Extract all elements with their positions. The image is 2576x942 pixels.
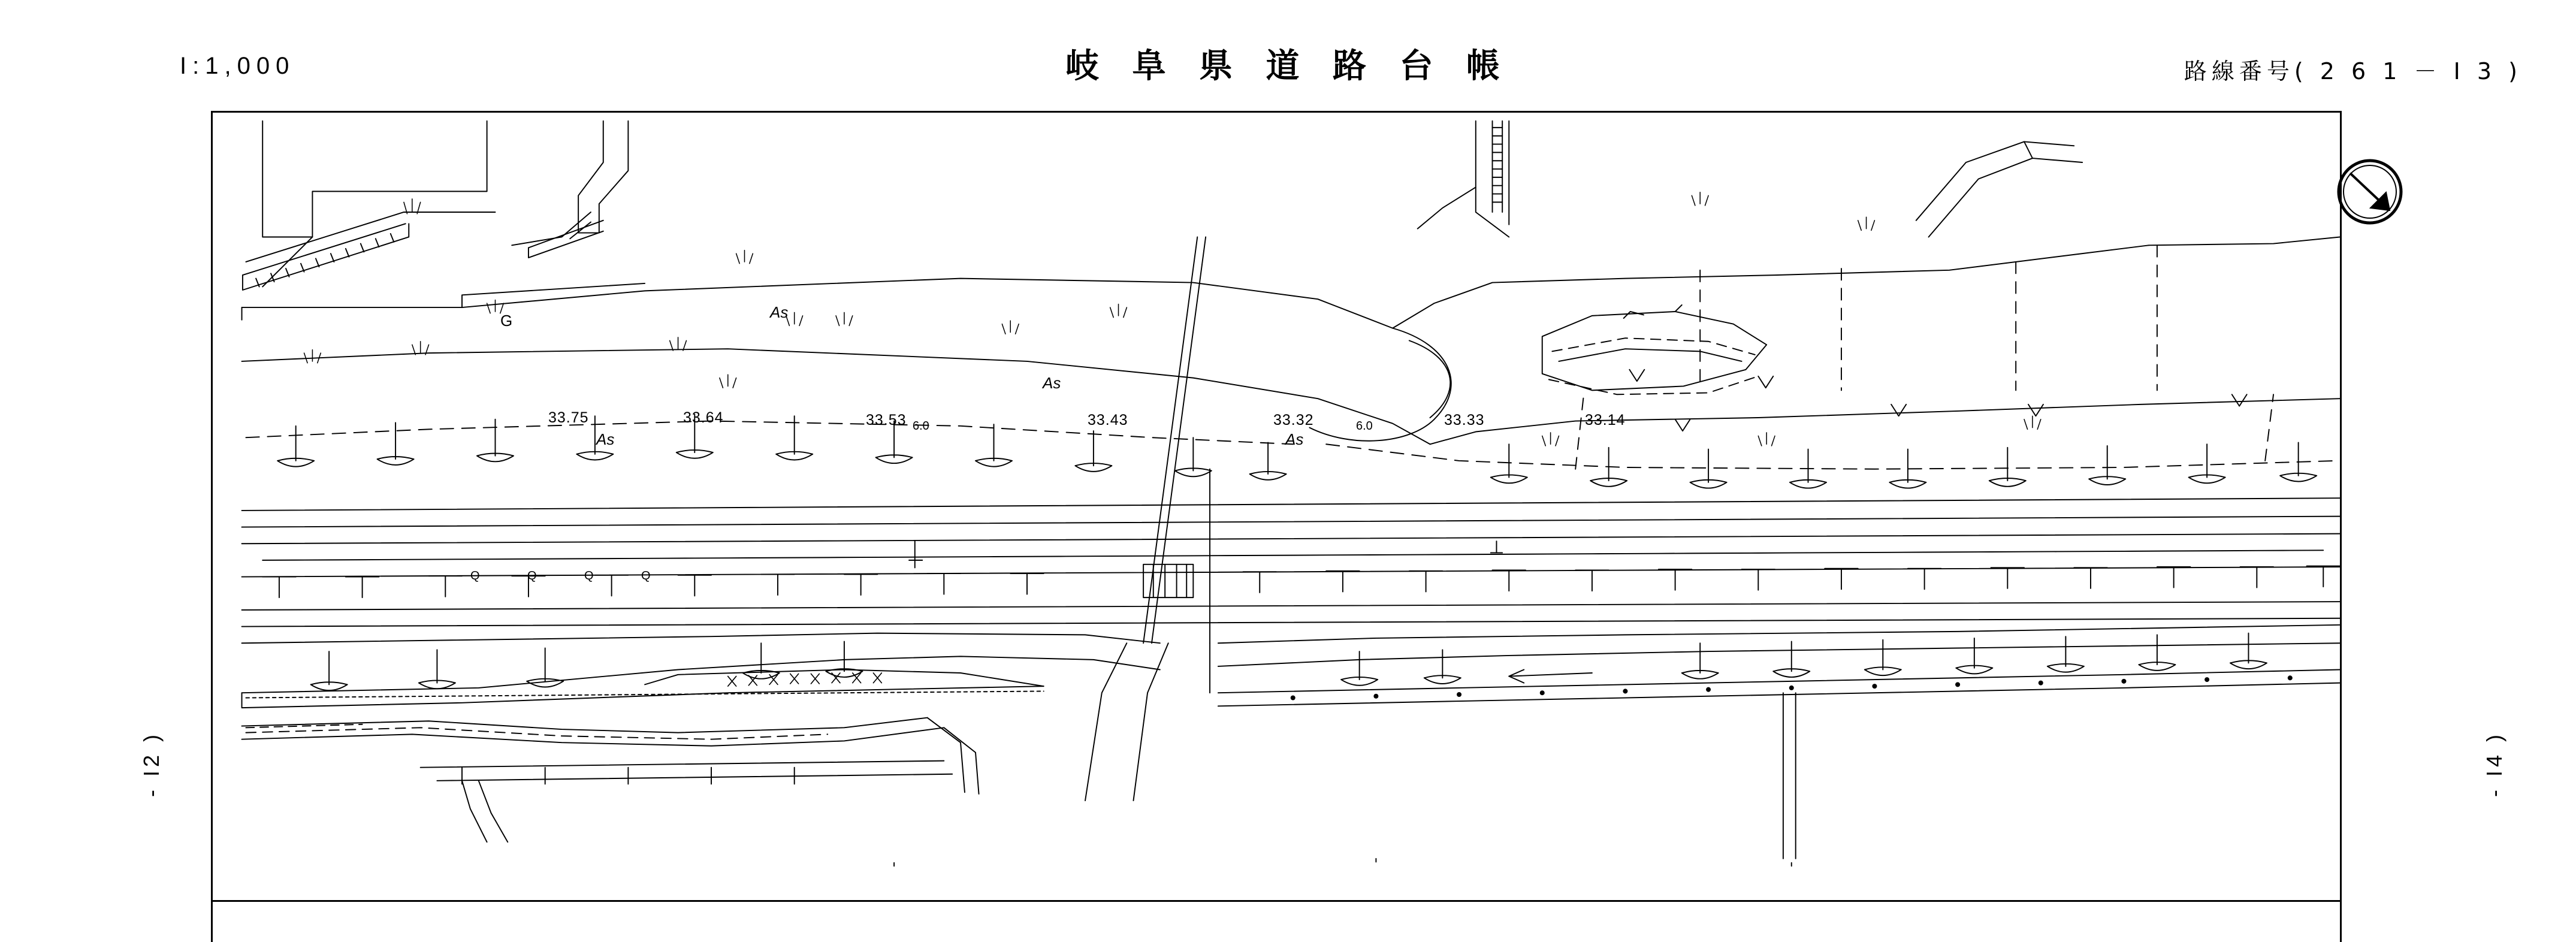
elevation-label-7: 33.14 [1585, 412, 1626, 428]
guard-symbol-1: Q [470, 569, 480, 582]
surface-label-as-4: As [1285, 430, 1304, 448]
surface-label-as-2: As [1043, 374, 1061, 392]
elevation-label-3: 33.53 [866, 412, 907, 428]
north-arrow-icon [2331, 153, 2409, 231]
surface-label-g: G [500, 312, 513, 330]
elevation-label-5: 33.32 [1273, 412, 1314, 428]
road-ledger-linework [213, 113, 2340, 900]
surface-label-as-3: As [596, 430, 615, 448]
station-label-1: 6.0 [913, 419, 929, 433]
guard-symbol-4: Q [641, 569, 651, 582]
guard-symbol-3: Q [584, 569, 594, 582]
route-number-label: 路線番号( 2 6 1 － I 3 ) [2184, 58, 2522, 84]
station-label-2: 6.0 [1356, 419, 1373, 433]
page-title: 岐 阜 県 道 路 台 帳 [1065, 47, 1511, 86]
elevation-label-6: 33.33 [1444, 412, 1485, 428]
map-drawing-area [211, 111, 2342, 902]
elevation-label-1: 33.75 [548, 409, 589, 426]
page-marker-left: - I2 ) [139, 730, 164, 797]
elevation-label-2: 33.64 [683, 409, 724, 426]
guard-symbol-2: Q [527, 569, 537, 582]
surface-label-as-1: As [770, 303, 789, 321]
elevation-label-4: 33.43 [1088, 412, 1128, 428]
map-scale-label: I:1,000 [180, 53, 295, 79]
page-marker-right: - I4 ) [2482, 730, 2506, 797]
